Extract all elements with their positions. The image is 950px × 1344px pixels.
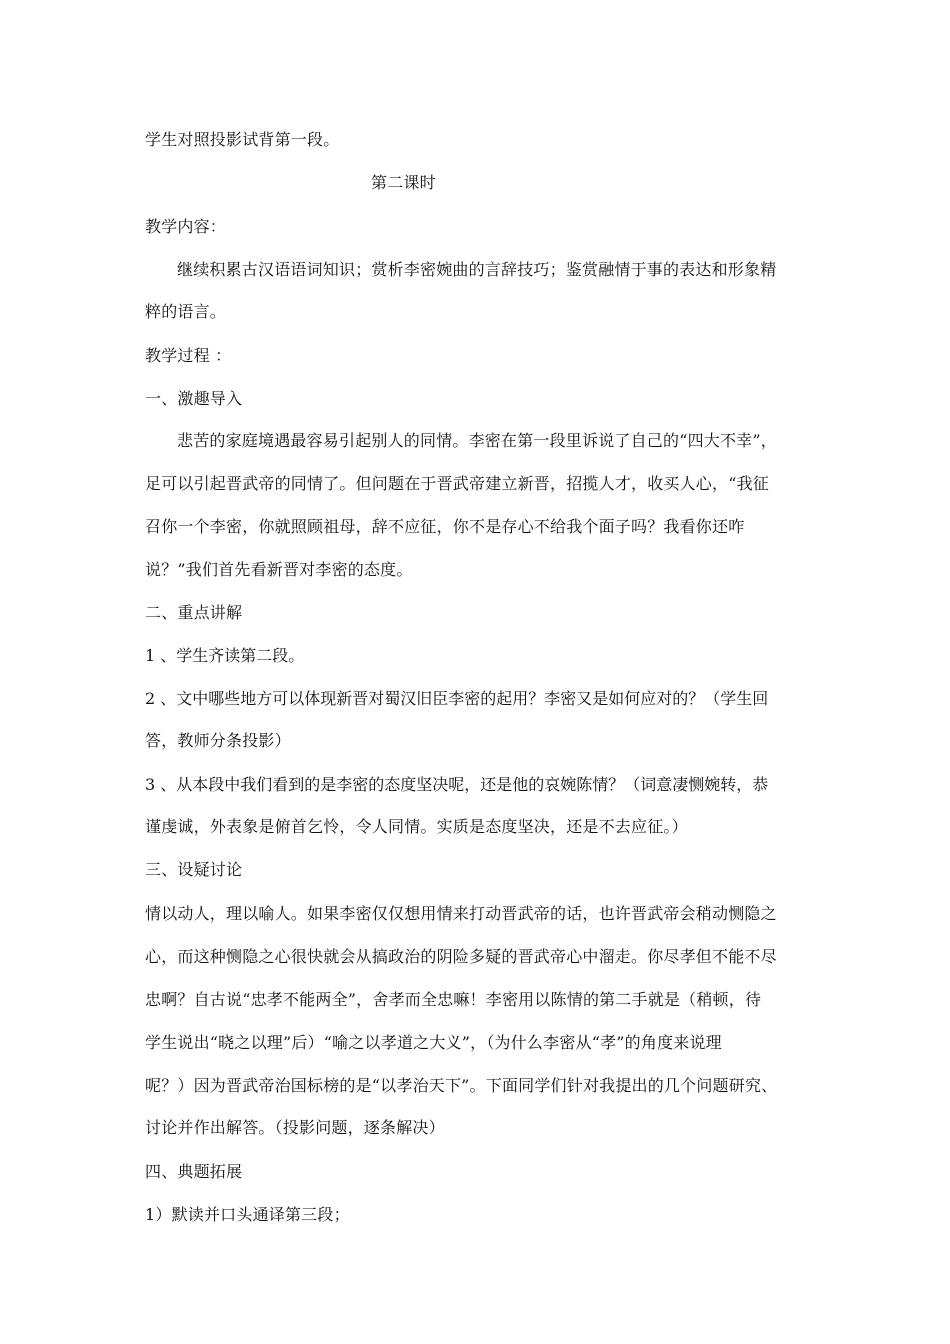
lesson-title: 第二课时 <box>371 173 436 192</box>
section-3-paragraph-line-5: 呢？）因为晋武帝治国标榜的是“以孝治天下”。下面同学们针对我提出的几个问题研究、 <box>145 1076 778 1095</box>
section-2-item-2-line-2: 答，教师分条投影） <box>145 731 291 750</box>
intro-line: 学生对照投影试背第一段。 <box>145 130 340 149</box>
section-1-paragraph-line-2: 足可以引起晋武帝的同情了。但问题在于晋武帝建立新晋，招揽人才，收买人心，“我征 <box>145 474 769 493</box>
section-2-item-3-line-1: 3 、从本段中我们看到的是李密的态度坚决呢，还是他的哀婉陈情？（词意凄恻婉转，恭 <box>145 775 769 794</box>
section-3-paragraph-line-2: 心，而这种恻隐之心很快就会从搞政治的阴险多疑的晋武帝心中溜走。你尽孝但不能不尽 <box>145 947 777 966</box>
section-4-heading: 四、典题拓展 <box>145 1162 243 1181</box>
section-2-item-1: 1 、学生齐读第二段。 <box>145 646 305 665</box>
section-4-item-1: 1）默读并口头通译第三段； <box>145 1205 350 1224</box>
section-3-paragraph-line-1: 情以动人，理以喻人。如果李密仅仅想用情来打动晋武帝的话，也许晋武帝会稍动恻隐之 <box>145 904 777 923</box>
teaching-content-line-1: 继续积累古汉语语词知识；赏析李密婉曲的言辞技巧；鉴赏融情于事的表达和形象精 <box>177 260 777 279</box>
section-3-paragraph-line-6: 讨论并作出解答。（投影问题，逐条解决） <box>145 1118 445 1137</box>
section-2-item-3-line-2: 谨虔诚，外表象是俯首乞怜，令人同情。实质是态度坚决，还是不去应征。） <box>145 817 688 836</box>
section-3-paragraph-line-3: 忠啊？自古说“忠孝不能两全”，舍孝而全忠嘛！李密用以陈情的第二手就是（稍顿，待 <box>145 990 762 1009</box>
section-2-heading: 二、重点讲解 <box>145 603 243 622</box>
teaching-content-line-2: 粹的语言。 <box>145 302 227 321</box>
teaching-content-heading: 教学内容： <box>145 217 227 236</box>
section-2-item-2-line-1: 2 、文中哪些地方可以体现新晋对蜀汉旧臣李密的起用？李密又是如何应对的？（学生回 <box>145 689 769 708</box>
teaching-process-heading: 教学过程 ： <box>145 346 232 365</box>
section-1-paragraph-line-4: 说？”我们首先看新晋对李密的态度。 <box>145 560 413 579</box>
section-1-heading: 一、激趣导入 <box>145 389 243 408</box>
section-3-heading: 三、设疑讨论 <box>145 860 243 879</box>
section-1-paragraph-line-3: 召你一个李密，你就照顾祖母，辞不应征，你不是存心不给我个面子吗？我看你还咋 <box>145 517 745 536</box>
section-1-paragraph-line-1: 悲苦的家庭境遇最容易引起别人的同情。李密在第一段里诉说了自己的“四大不幸”， <box>177 431 777 450</box>
section-3-paragraph-line-4: 学生说出“晓之以理”后）“喻之以孝道之大义”，（为什么李密从“孝”的角度来说理 <box>145 1033 722 1052</box>
